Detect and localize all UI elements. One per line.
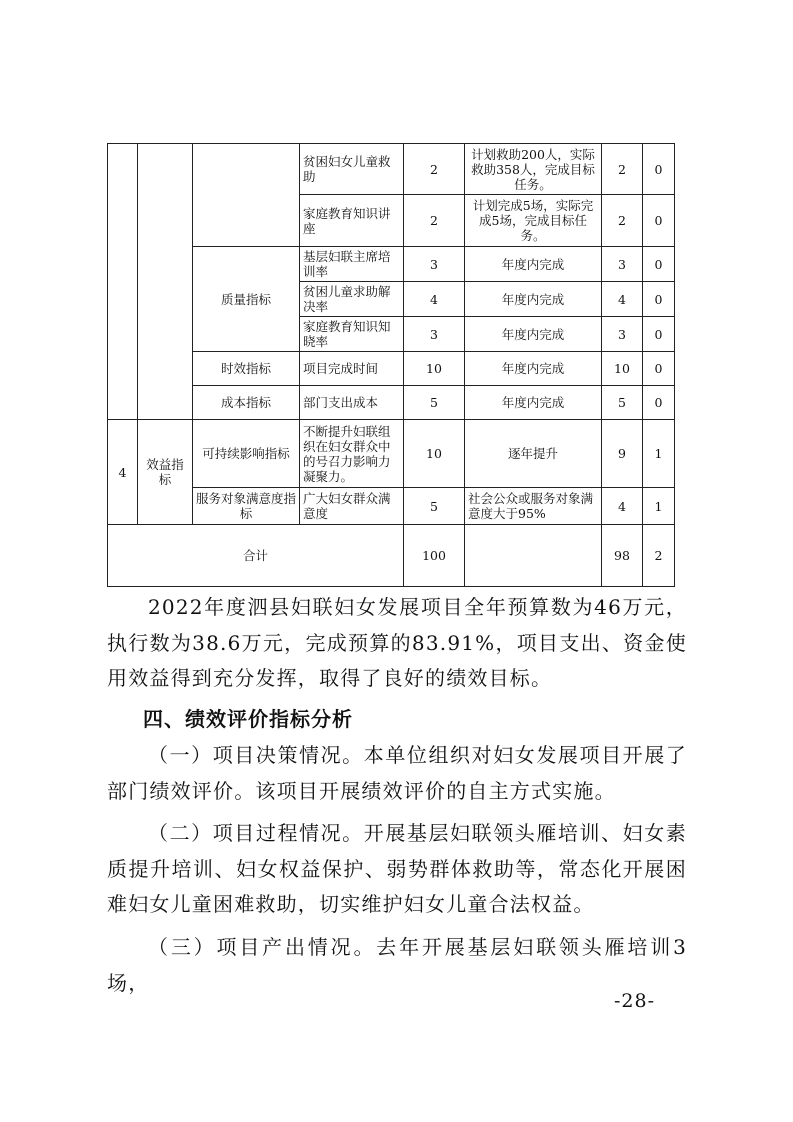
got-score-cell: 9: [602, 420, 643, 488]
lost-score-cell: 0: [643, 247, 675, 282]
got-score-cell: 3: [602, 317, 643, 352]
output-paragraph: （三）项目产出情况。去年开展基层妇联领头雁培训3场，: [107, 935, 687, 995]
total-label-cell: 合计: [108, 525, 404, 587]
lost-score-cell: 0: [643, 386, 675, 420]
score-cell: 10: [404, 352, 465, 386]
total-got-cell: 98: [602, 525, 643, 587]
got-score-cell: 2: [602, 144, 643, 195]
total-score-cell: 100: [404, 525, 465, 587]
section-heading: 四、绩效评价指标分析: [143, 707, 353, 731]
number-cell: [108, 144, 138, 420]
subcategory-cell: 服务对象满意度指标: [193, 488, 300, 525]
score-cell: 4: [404, 282, 465, 317]
score-cell: 3: [404, 317, 465, 352]
got-score-cell: 2: [602, 195, 643, 247]
lost-score-cell: 0: [643, 144, 675, 195]
table-row: [108, 144, 675, 195]
lost-score-cell: 1: [643, 488, 675, 525]
status-cell: 年度内完成: [465, 317, 602, 352]
table-row: [108, 247, 675, 282]
status-cell: 计划完成5场，实际完成5场，完成目标任务。: [465, 195, 602, 247]
table-row: [108, 420, 675, 488]
total-lost-cell: 2: [643, 525, 675, 587]
status-cell: 逐年提升: [465, 420, 602, 488]
number-cell: 4: [108, 420, 138, 525]
page-number: -28-: [614, 990, 656, 1012]
score-cell: 5: [404, 386, 465, 420]
lost-score-cell: 0: [643, 282, 675, 317]
category-cell: [138, 144, 193, 420]
status-cell: 年度内完成: [465, 352, 602, 386]
indicator-cell: 贫困妇女儿童救助: [300, 144, 404, 195]
indicator-cell: 不断提升妇联组织在妇女群众中的号召力影响力凝聚力。: [300, 420, 404, 488]
lost-score-cell: 1: [643, 420, 675, 488]
process-paragraph: （二）项目过程情况。开展基层妇联领头雁培训、妇女素质提升培训、妇女权益保护、弱势群体救助等，常态化开展困难妇女儿童困难救助，切实维护妇女儿童合法权益。: [107, 821, 687, 916]
lost-score-cell: 0: [643, 195, 675, 247]
subcategory-cell: 质量指标: [193, 247, 300, 352]
score-cell: 3: [404, 247, 465, 282]
table-row: [108, 488, 675, 525]
lost-score-cell: 0: [643, 317, 675, 352]
score-cell: 10: [404, 420, 465, 488]
status-cell: 年度内完成: [465, 247, 602, 282]
indicator-cell: 贫困儿童求助解决率: [300, 282, 404, 317]
table-row: [108, 352, 675, 386]
got-score-cell: 4: [602, 488, 643, 525]
subcategory-cell: [193, 144, 300, 247]
status-cell: 年度内完成: [465, 386, 602, 420]
status-cell: 年度内完成: [465, 282, 602, 317]
indicator-cell: 基层妇联主席培训率: [300, 247, 404, 282]
got-score-cell: 5: [602, 386, 643, 420]
indicator-cell: 家庭教育知识知晓率: [300, 317, 404, 352]
got-score-cell: 10: [602, 352, 643, 386]
status-cell: 计划救助200人，实际救助358人，完成目标任务。: [465, 144, 602, 195]
category-cell: 效益指标: [138, 420, 193, 525]
status-cell: 社会公众或服务对象满意度大于95%: [465, 488, 602, 525]
indicator-cell: 项目完成时间: [300, 352, 404, 386]
total-status-cell: [465, 525, 602, 587]
subcategory-cell: 时效指标: [193, 352, 300, 386]
table-total-row: [108, 525, 675, 587]
performance-table: [107, 143, 675, 587]
got-score-cell: 3: [602, 247, 643, 282]
lost-score-cell: 0: [643, 352, 675, 386]
subcategory-cell: 可持续影响指标: [193, 420, 300, 488]
decision-paragraph: （一）项目决策情况。本单位组织对妇女发展项目开展了部门绩效评价。该项目开展绩效评价的自主方式实施。: [107, 743, 687, 803]
indicator-cell: 广大妇女群众满意度: [300, 488, 404, 525]
subcategory-cell: 成本指标: [193, 386, 300, 420]
table-row: [108, 386, 675, 420]
score-cell: 2: [404, 195, 465, 247]
score-cell: 5: [404, 488, 465, 525]
score-cell: 2: [404, 144, 465, 195]
indicator-cell: 部门支出成本: [300, 386, 404, 420]
got-score-cell: 4: [602, 282, 643, 317]
budget-paragraph: 2022年度泗县妇联妇女发展项目全年预算数为46万元，执行数为38.6万元，完成预算的83.91%，项目支出、资金使用效益得到充分发挥，取得了良好的绩效目标。: [107, 595, 687, 690]
indicator-cell: 家庭教育知识讲座: [300, 195, 404, 247]
